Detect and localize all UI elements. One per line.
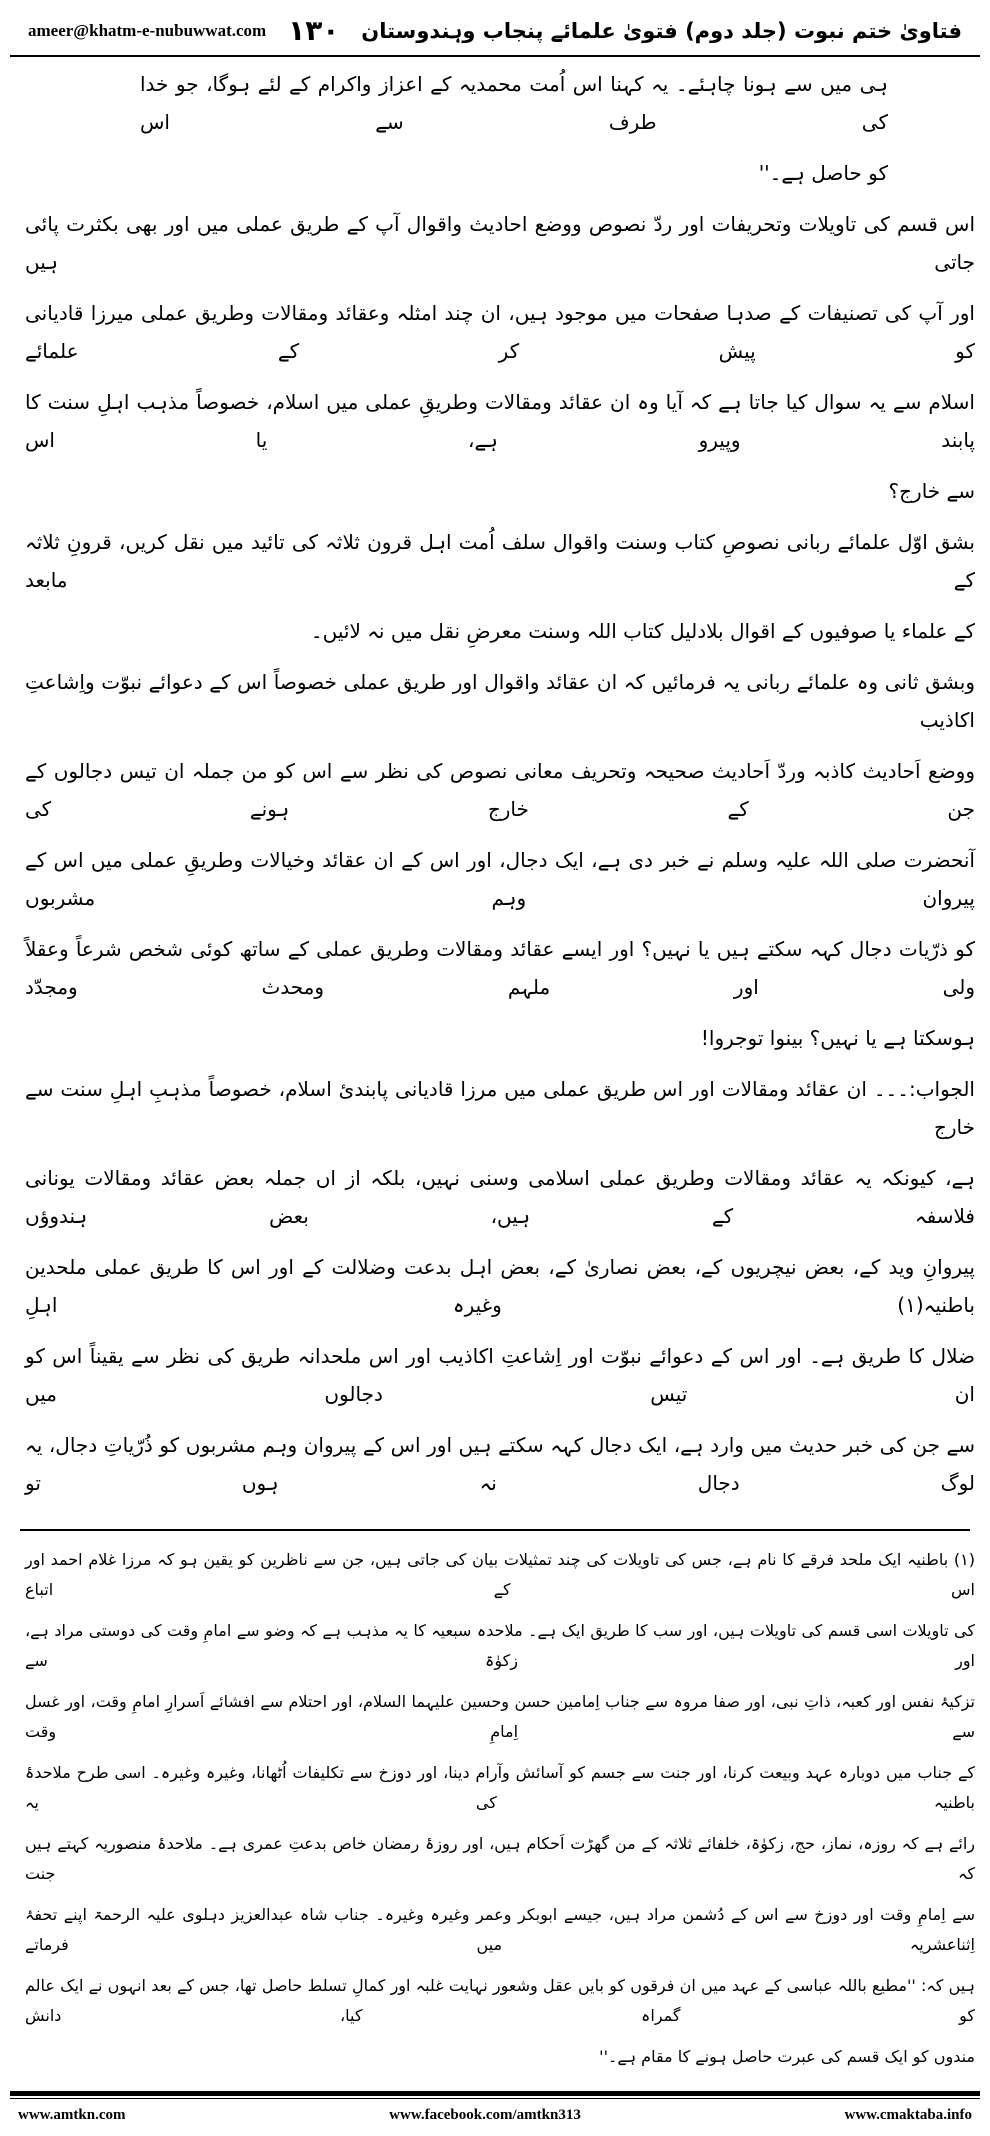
footer-link-cmaktaba[interactable]: www.cmaktaba.info (844, 2107, 972, 2123)
text-line: ہے، کیونکہ یہ عقائد ومقالات وطریق عملی اسلامی وسنی نہیں، بلکہ از اں جملہ بعض عقائد ومقالات یونانی فلاسفہ کے ہیں، بعض ہندوؤں (25, 1166, 975, 1228)
page-footer (0, 2099, 990, 2136)
footnote-line: ہیں کہ: ''مطیع باللہ عباسی کے عہد میں ان فرقوں کو بایں عقل وشعور نہایت غلبہ اور کمالِ تسلط حاصل تھا، جس کے بعد انہوں نے ایک عالم کو گمراہ کیا، دانش (25, 1976, 975, 2025)
footer-divider (10, 2091, 980, 2096)
page-number: ۱۳۰ (288, 14, 340, 47)
text-line: کو ذرّیات دجال کہہ سکتے ہیں یا نہیں؟ اور ایسے عقائد ومقالات وطریق عملی کے ساتھ کوئی شخص شرعاً وعقلاً ولی اور ملہم ومحدث ومجدّد (25, 937, 975, 999)
text-line: سے خارج؟ (888, 479, 975, 503)
book-title: فتاویٰ ختم نبوت (جلد دوم) فتویٰ علمائے پنجاب وہندوستان (361, 18, 962, 43)
footnotes (0, 1545, 990, 2083)
footnote-line: (۱) باطنیہ ایک ملحد فرقے کا نام ہے، جس کی تاویلات کی چند تمثیلات بیان کی جاتی ہیں، جن سے ناظرین کو یقین ہو کہ مرزا غلام احمد اور اس کے اتباع (25, 1550, 975, 1599)
text-line: ضلال کا طریق ہے۔ اور اس کے دعوائے نبوّت اور اِشاعتِ اکاذیب اور اس ملحدانہ طریق کی نظر سے یقیناً اس کو ان تیس دجالوں میں (25, 1344, 975, 1406)
footnote-line: سے اِمامِ وقت اور دوزخ سے اس کے دُشمن مراد ہیں، جیسے ابوبکر وعمر وغیرہ وغیرہ۔ جناب شاہ عبدالعزیز دہلوی علیہ الرحمۃ اپنے تحفۂ اِثناعشریہ میں فرماتے (25, 1905, 975, 1954)
text-line: کے علماء یا صوفیوں کے اقوال بلادلیل کتاب اللہ وسنت معرضِ نقل میں نہ لائیں۔ (310, 619, 975, 643)
footer-link-amtkn[interactable]: www.amtkn.com (18, 2107, 126, 2123)
footnote-line: کے جناب میں دوبارہ عہد وبیعت کرنا، اور جنت سے جسم کو آسائش وآرام دینا، اور دوزخ سے تکلیفات اُٹھانا، وغیرہ وغیرہ۔ اسی طرح ملاحدۂ باطنیہ کی یہ (25, 1763, 975, 1812)
header-email: ameer@khatm-e-nubuwwat.com (28, 20, 267, 40)
footnote-divider (20, 1529, 970, 1531)
text-line: ہی میں سے ہونا چاہئے۔ یہ کہنا اس اُمت محمدیہ کے اعزاز واکرام کے لئے ہوگا، جو خدا کی طرف سے اس (140, 72, 888, 134)
footnote-line: رائے ہے کہ روزہ، نماز، حج، زکوٰۃ، خلفائے ثلاثہ کے من گھڑت اَحکام ہیں، اور روزۂ رمضان خاص بدعتِ عمری ہے۔ ملاحدۂ منصوریہ کہتے ہیں کہ جنت (25, 1834, 975, 1883)
page-header (10, 0, 980, 57)
text-line: ہوسکتا ہے یا نہیں؟ بینوا توجروا! (700, 1026, 975, 1050)
text-line: بشق اوّل علمائے ربانی نصوصِ کتاب وسنت واقوال سلف اُمت اہل قرون ثلاثہ کی تائید میں نقل کریں، قرونِ ثلاثہ کے مابعد (25, 530, 975, 592)
text-line: کو حاصل ہے۔'' (758, 161, 888, 185)
footer-link-facebook[interactable]: www.facebook.com/amtkn313 (389, 2107, 581, 2123)
footnote-line: تزکیۂ نفس اور کعبہ، ذاتِ نبی، اور صفا مروہ سے جناب اِمامین حسن وحسین علیہما السلام، اور احتلام سے افشائے اَسرارِ امامِ وقت، اور غسل سے اِمامِ وقت (25, 1692, 975, 1741)
text-line: اسلام سے یہ سوال کیا جاتا ہے کہ آیا وہ ان عقائد ومقالات وطریقِ عملی میں اسلام، خصوصاً مذہب اہلِ سنت کا پابند وپیرو ہے، یا اس (25, 390, 975, 452)
text-line: ووضع اَحادیث کاذبہ وردّ اَحادیث صحیحہ وتحریف معانی نصوص کی نظر سے اس کو من جملہ ان تیس دجالوں کے جن کے خارج ہونے کی (25, 759, 975, 821)
text-line: اس قسم کی تاویلات وتحریفات اور ردّ نصوص ووضع احادیث واقوال آپ کے طریق عملی میں اور بھی بکثرت پائی جاتی ہیں (25, 212, 975, 274)
text-line: اور آپ کی تصنیفات کے صدہا صفحات میں موجود ہیں، ان چند امثلہ وعقائد ومقالات وطریق عملی میرزا قادیانی کو پیش کر کے علمائے (25, 301, 975, 363)
text-line: الجواب:۔۔۔ ان عقائد ومقالات اور اس طریق عملی میں مرزا قادیانی پابندیٔ اسلام، خصوصاً مذہبِ اہلِ سنت سے خارج (25, 1077, 975, 1139)
text-line: سے جن کی خبر حدیث میں وارد ہے، ایک دجال کہہ سکتے ہیں اور اس کے پیروان وہم مشربوں کو ذُرّیاتِ دجال، یہ لوگ دجال نہ ہوں تو (25, 1433, 975, 1495)
footnote-line: مندوں کو ایک قسم کی عبرت حاصل ہونے کا مقام ہے۔'' (599, 2047, 975, 2066)
text-line: پیروانِ وید کے، بعض نیچریوں کے، بعض نصاریٰ کے، بعض اہل بدعت وضلالت کے اور اس کا طریق عملی ملحدین باطنیہ(۱) وغیرہ اہلِ (25, 1255, 975, 1317)
text-line: آنحضرت صلی اللہ علیہ وسلم نے خبر دی ہے، ایک دجال، اور اس کے ان عقائد وخیالات وطریقِ عملی میں اس کے پیروان وہم مشربوں (25, 848, 975, 910)
main-text (0, 57, 990, 1515)
footnote-line: کی تاویلات اسی قسم کی تاویلات ہیں، اور سب کا طریق ایک ہے۔ ملاحدہ سبعیہ کا یہ مذہب ہے کہ وضو سے امامِ وقت کی دوستی مراد ہے، اور زکوٰۃ سے (25, 1621, 976, 1670)
text-line: وبشق ثانی وہ علمائے ربانی یہ فرمائیں کہ ان عقائد واقوال اور طریق عملی خصوصاً اس کے دعوائے نبوّت واِشاعتِ اکاذیب (25, 670, 975, 732)
